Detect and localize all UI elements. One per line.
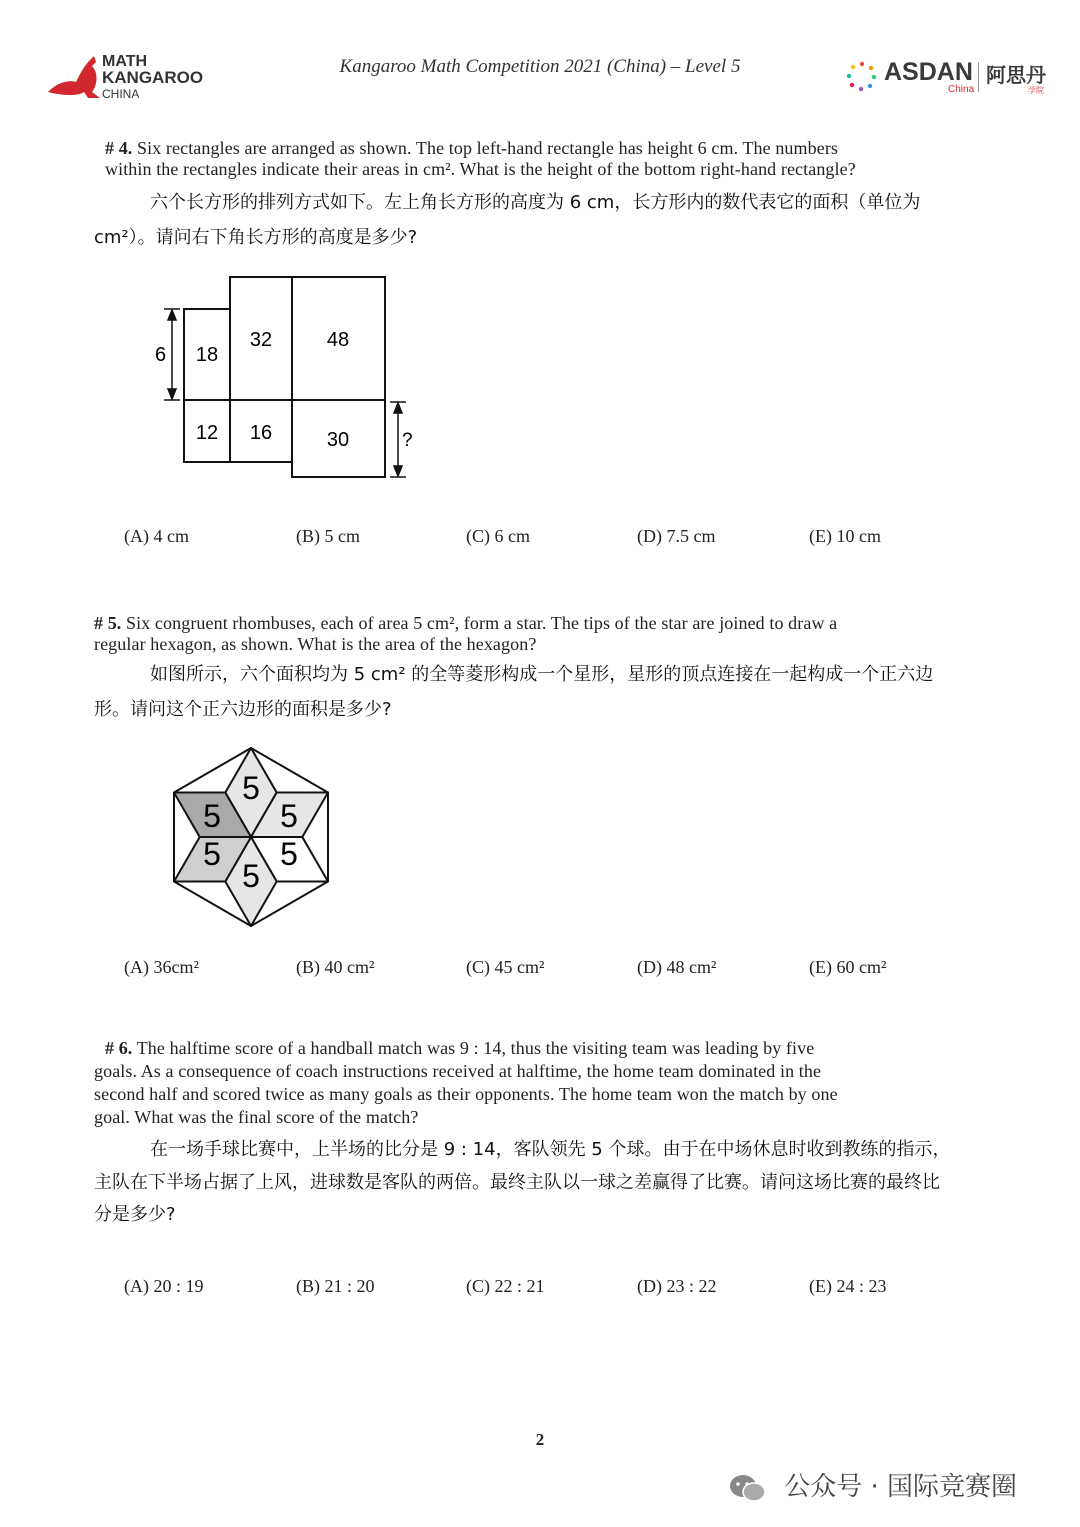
q5-choice-b[interactable]: (B) 40 cm²: [296, 957, 375, 977]
q6-choice-b[interactable]: (B) 21 : 20: [296, 1276, 375, 1296]
q4-choice-d[interactable]: (D) 7.5 cm: [637, 526, 716, 546]
area-label-12: 12: [195, 422, 219, 444]
logo-line1: MATH: [102, 53, 148, 70]
q5-choice-d[interactable]: (D) 48 cm²: [637, 957, 717, 977]
asdan-sub-left: China: [948, 84, 975, 95]
q5-number: # 5.: [94, 613, 122, 633]
area-label-32: 32: [249, 329, 273, 351]
area-label-16: 16: [249, 422, 273, 444]
q5-zh-line1: 如图所示，六个面积均为 5 cm² 的全等菱形构成一个星形，星形的顶点连接在一起构成一个正六边: [150, 664, 934, 685]
q4-choice-c[interactable]: (C) 6 cm: [466, 526, 530, 546]
page-number: 2: [535, 1430, 545, 1449]
q4-number: # 4.: [105, 138, 133, 158]
q4-zh-line1: 六个长方形的排列方式如下。左上角长方形的高度为 6 cm，长方形内的数代表它的面积（单位为: [150, 192, 921, 213]
asdan-burst-icon: [846, 60, 878, 92]
asdan-sub-right: 学院: [1028, 86, 1044, 95]
q4-choice-b[interactable]: (B) 5 cm: [296, 526, 360, 546]
wechat-icon: [728, 1472, 768, 1504]
height-label: 6: [155, 344, 167, 366]
q6-en-line4: goal. What was the final score of the match?: [94, 1107, 419, 1127]
rhombus-label-upper-left: 5: [203, 798, 221, 834]
area-label-30: 30: [326, 429, 350, 451]
q5-choice-a[interactable]: (A) 36cm²: [124, 957, 199, 977]
rhombus-label-lower-left: 5: [203, 836, 221, 872]
logo-divider: [978, 62, 979, 92]
q6-zh-line1: 在一场手球比赛中，上半场的比分是 9 : 14，客队领先 5 个球。由于在中场休息时收到教练的指示，: [150, 1139, 951, 1160]
page-header-title: Kangaroo Math Competition 2021 (China) – Level 5: [339, 56, 741, 77]
asdan-logo: [846, 58, 1056, 98]
q6-choice-d[interactable]: (D) 23 : 22: [637, 1276, 717, 1296]
watermark-text: 公众号 · 国际竞赛圈: [784, 1472, 1018, 1502]
q5-en-line2: regular hexagon, as shown. What is the area of the hexagon?: [94, 634, 537, 654]
q5-zh-line2: 形。请问这个正六边形的面积是多少?: [94, 699, 392, 720]
hexagon-star-figure: [170, 744, 334, 930]
q6-choice-c[interactable]: (C) 22 : 21: [466, 1276, 545, 1296]
logo-line3: CHINA: [102, 87, 140, 101]
q4-zh-line2: cm²）。请问右下角长方形的高度是多少?: [94, 227, 418, 248]
rectangles-figure: [150, 270, 420, 490]
q6-zh-line3: 分是多少?: [94, 1204, 176, 1225]
q4-en-line2: within the rectangles indicate their areas in cm². What is the height of the bottom right-hand rectangle?: [105, 159, 856, 179]
q5-choice-e[interactable]: (E) 60 cm²: [809, 957, 887, 977]
q4-en-line1: # 4. Six rectangles are arranged as shown. The top left-hand rectangle has height 6 cm. The numbers: [105, 138, 839, 158]
rhombus-label-bottom: 5: [242, 858, 260, 894]
area-label-18: 18: [195, 344, 219, 366]
watermark: [728, 1466, 1017, 1504]
q4-choice-e[interactable]: (E) 10 cm: [809, 526, 881, 546]
height-arrow-left: [164, 309, 180, 400]
rhombus-label-top: 5: [242, 770, 260, 806]
q4-choice-a[interactable]: (A) 4 cm: [124, 526, 189, 546]
q5-en-line1: # 5. Six congruent rhombuses, each of area 5 cm², form a star. The tips of the star are joined to draw a: [94, 613, 838, 633]
asdan-zh: 阿思丹: [986, 63, 1046, 87]
unknown-height-label: ?: [402, 430, 413, 451]
q6-number: # 6.: [105, 1038, 133, 1058]
asdan-brand: ASDAN: [884, 58, 973, 86]
q6-en-line3: second half and scored twice as many goals as their opponents. The home team won the match by one: [94, 1084, 838, 1104]
q5-choice-c[interactable]: (C) 45 cm²: [466, 957, 545, 977]
q6-choice-a[interactable]: (A) 20 : 19: [124, 1276, 204, 1296]
logo-line2: KANGAROO: [102, 68, 204, 87]
q6-en-line2: goals. As a consequence of coach instructions received at halftime, the home team dominated in the: [94, 1061, 822, 1081]
area-label-48: 48: [326, 329, 350, 351]
rhombus-label-lower-right: 5: [280, 836, 298, 872]
q6-choice-e[interactable]: (E) 24 : 23: [809, 1276, 887, 1296]
rhombus-label-upper-right: 5: [280, 798, 298, 834]
q6-zh-line2: 主队在下半场占据了上风，进球数是客队的两倍。最终主队以一球之差赢得了比赛。请问这场比赛的最终比: [94, 1172, 940, 1193]
q6-en-line1: # 6. The halftime score of a handball match was 9 : 14, thus the visiting team was leading by five: [105, 1038, 815, 1058]
